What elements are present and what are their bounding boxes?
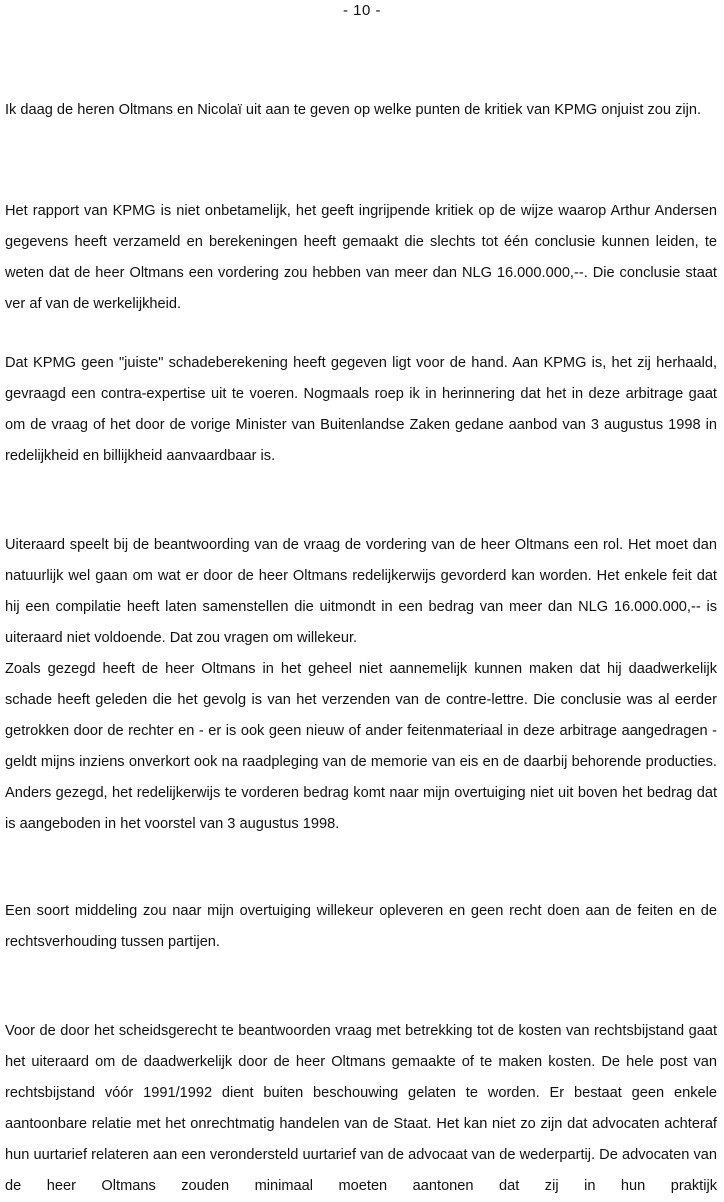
paragraph-challenge-kpmg: Ik daag de heren Oltmans en Nicolaï uit aan te geven op welke punten de kritiek van KPMG onjuist zou zijn. [5,102,702,118]
page-number: - 10 - [342,2,381,19]
paragraph-damage-calculation: Dat KPMG geen "juiste" schadeberekening heeft gegeven ligt voor de hand. Aan KPMG is, het zij herhaald, gevraagd een contra-expertise uit te voeren. Nogmaals roep ik in herinnering dat het in deze arbitrage gaat om de vraag of het door de vorige Minister van Buitenlandse Zaken gedane aanbod van 3 augustus 1998 in redelijkheid en billijkheid aanvaardbaar is. [5,355,717,464]
paragraph-claim-role: Uiteraard speelt bij de beantwoording van de vraag de vordering van de heer Oltmans een rol. Het moet dan natuurlijk wel gaan om wat er door de heer Oltmans redelijkerwijs gevorderd kan worden. Het enkele feit dat hij een compilatie heeft laten samenstellen die uitmondt in een bedrag van meer dan NLG 16.000.000,-- is uiteraard niet voldoende. Dat zou vragen om willekeur. [5,537,717,646]
paragraph-no-damage: Zoals gezegd heeft de heer Oltmans in het geheel niet aannemelijk kunnen maken dat hij daadwerkelijk schade heeft geleden die het gevolg is van het verzenden van de contre-lettre. Die conclusie was al eerder getrokken door de rechter en - er is ook geen nieuw of ander feitenmateriaal in deze arbitrage aangedragen - geldt mijns inziens onverkort ook na raadpleging van de memorie van eis en de daarbij behorende producties. Anders gezegd, het redelijkerwijs te vorderen bedrag komt naar mijn overtuiging niet uit boven het bedrag dat is aangeboden in het voorstel van 3 augustus 1998. [5,661,717,832]
paragraph-kpmg-report: Het rapport van KPMG is niet onbetamelijk, het geeft ingrijpende kritiek op de wijze waarop Arthur Andersen gegevens heeft verzameld en berekeningen heeft gemaakt die slechts tot één conclusie kunnen leiden, te weten dat de heer Oltmans een vordering zou hebben van meer dan NLG 16.000.000,--. Die conclusie staat ver af van de werkelijkheid. [5,203,717,312]
paragraph-averaging: Een soort middeling zou naar mijn overtuiging willekeur opleveren en geen recht doen aan de feiten en de rechtsverhouding tussen partijen. [5,903,717,950]
paragraph-legal-costs: Voor de door het scheidsgerecht te beantwoorden vraag met betrekking tot de kosten van rechtsbijstand gaat het uiteraard om de daadwerkelijk door de heer Oltmans gemaakte of te maken kosten. De hele post van rechtsbijstand vóór 1991/1992 dient buiten beschouwing gelaten te worden. Er bestaat geen enkele aantoonbare relatie met het onrechtmatig handelen van de Staat. Het kan niet zo zijn dat advocaten achteraf hun uurtarief relateren aan een verondersteld uurtarief van de advocaat van de wederpartij. De advocaten van de heer Oltmans zouden minimaal moeten aantonen dat zij in hun praktijk [5,1023,717,1194]
